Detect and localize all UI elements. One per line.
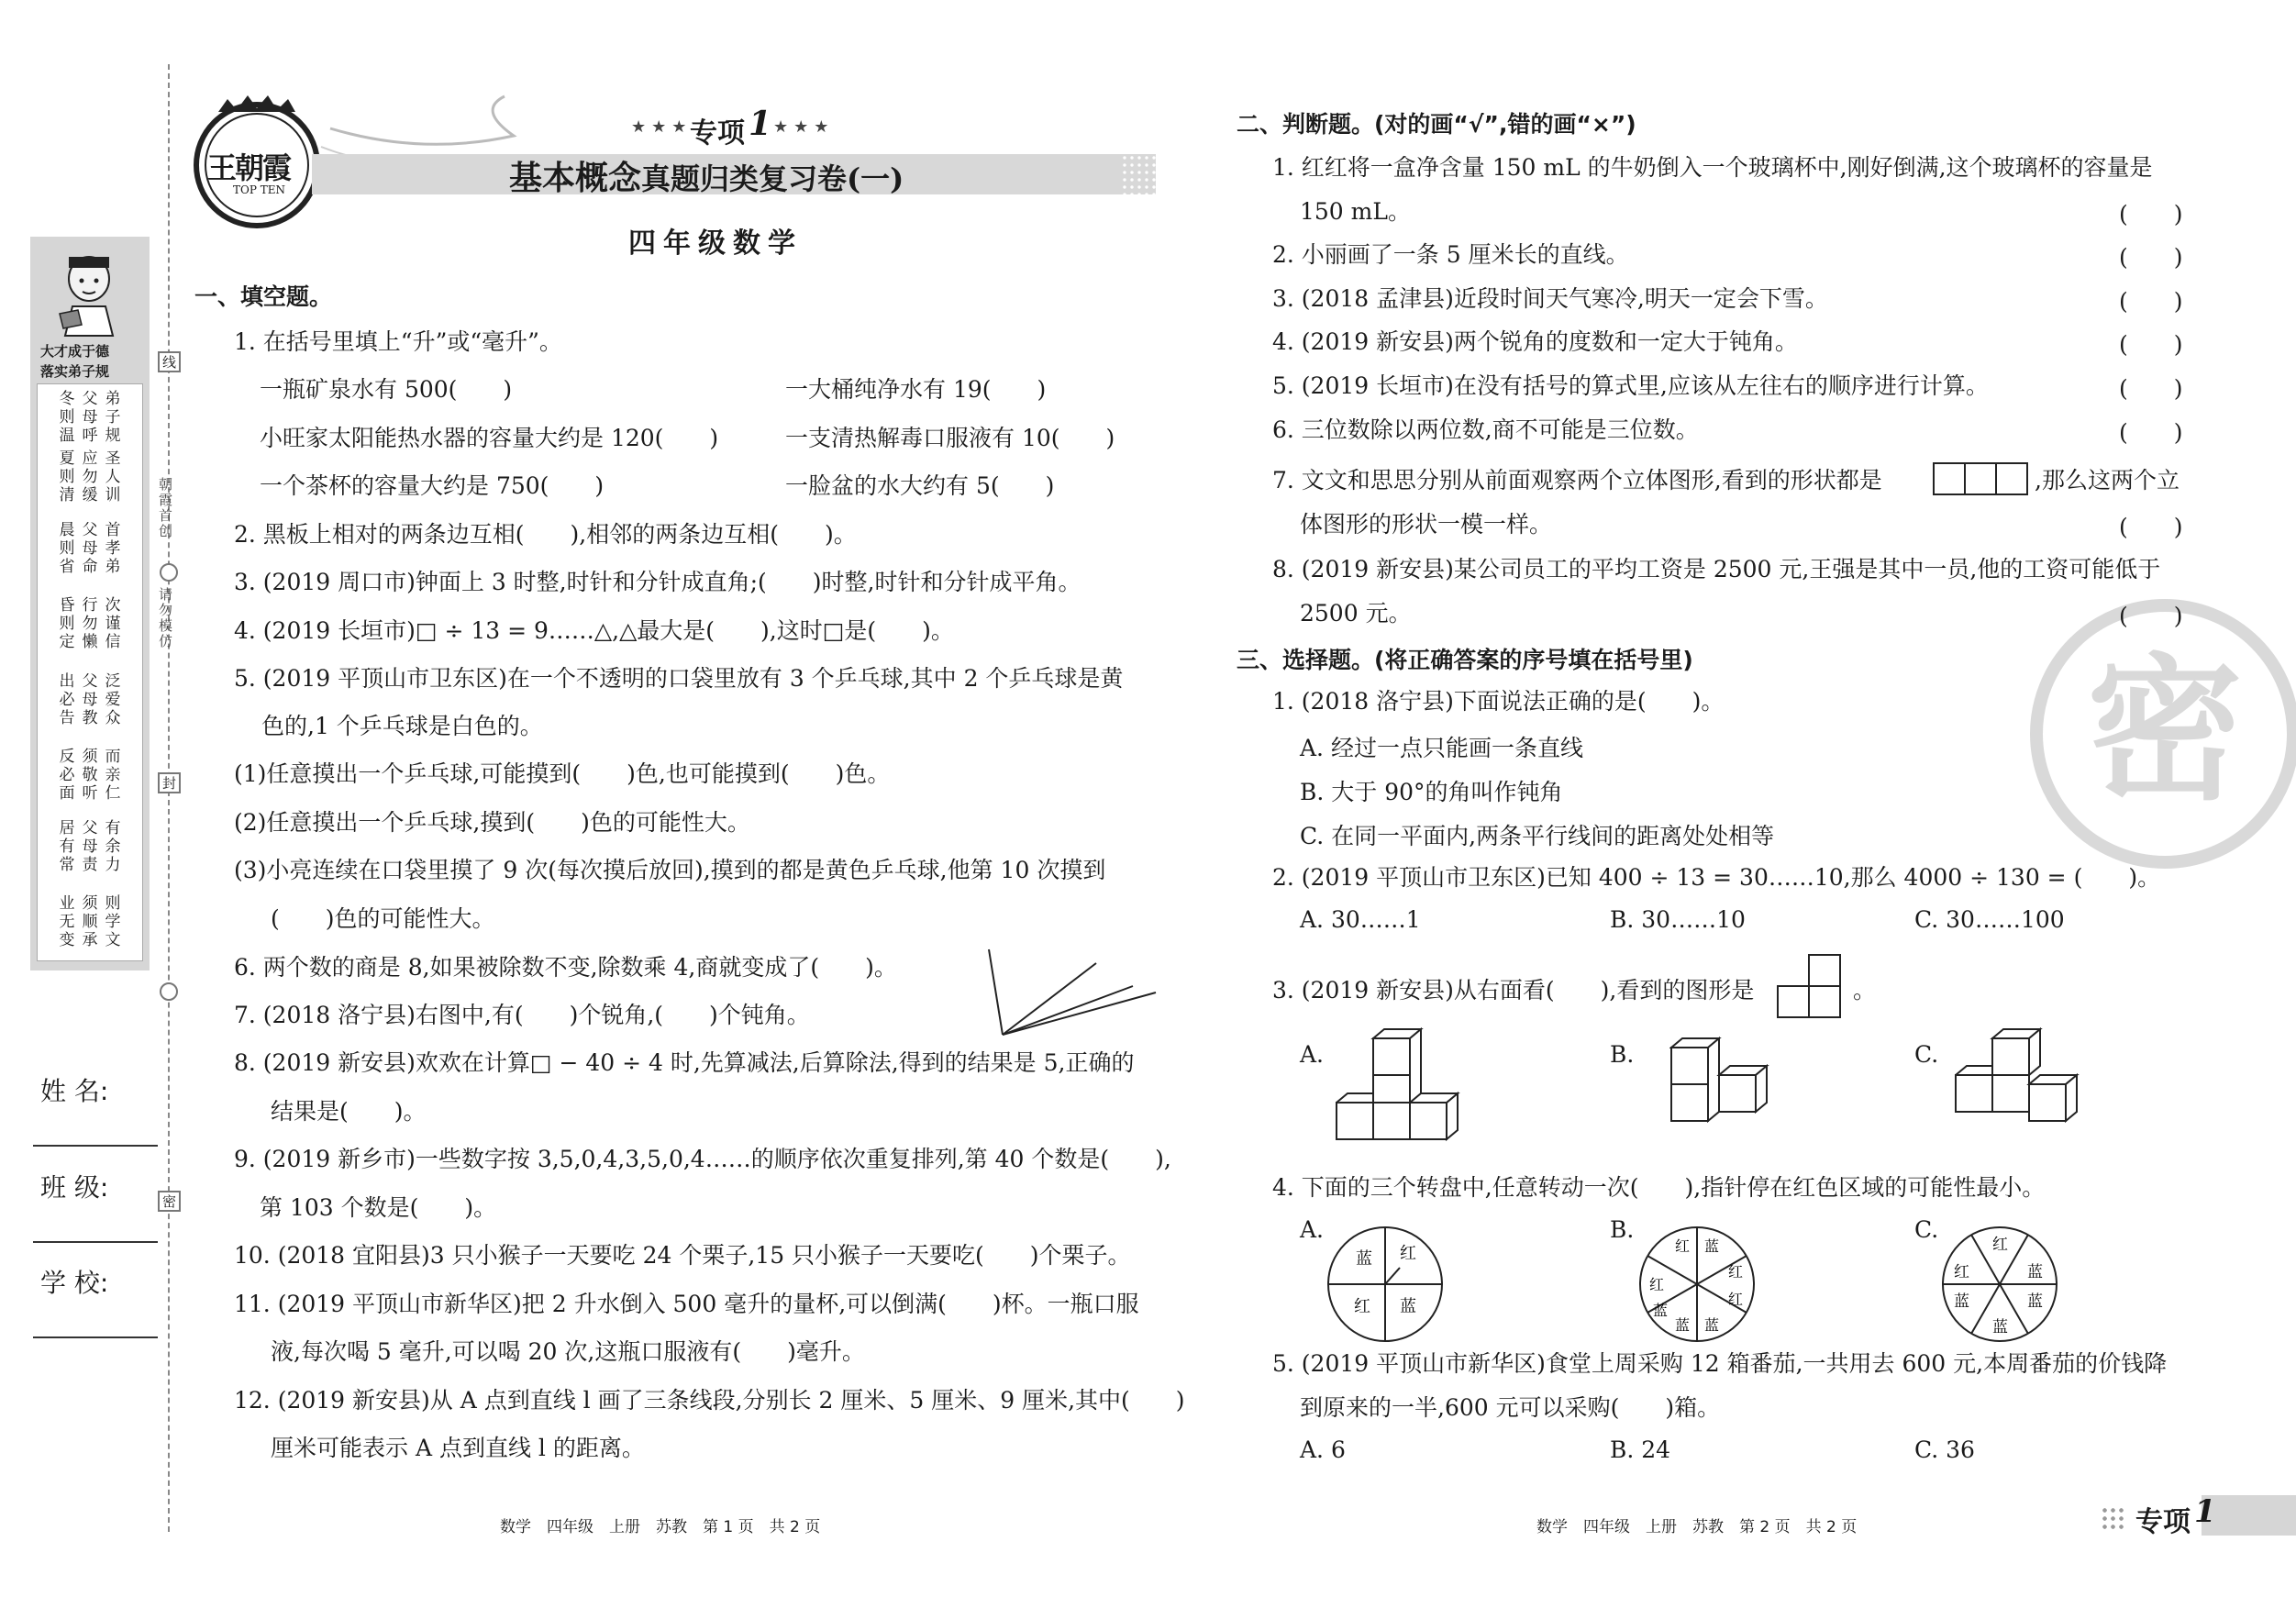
sector-label: 红: [1400, 1244, 1416, 1263]
binding-circle: [160, 563, 178, 582]
page-title: [509, 152, 904, 199]
sector-label: 红: [1728, 1263, 1744, 1281]
poem-col: 次谨信: [105, 596, 121, 651]
poem-col: 父母教: [82, 672, 98, 727]
j2-answer[interactable]: ( ): [2119, 244, 2183, 271]
motto-line-2: 落实弟子规: [40, 363, 110, 380]
q5-part2: (2)任意摸出一个乒乓球,摸到( )色的可能性大。: [234, 809, 750, 836]
q12-text-cont: 厘米可能表示 A 点到直线 l 的距离。: [271, 1435, 645, 1461]
j6-answer[interactable]: ( ): [2119, 419, 2183, 446]
c1-text: 1. (2018 洛宁县)下面说法正确的是( )。: [1272, 688, 1725, 715]
j7-text-cont: 体图形的形状一模一样。: [1300, 511, 1553, 538]
side-view-figure: [1776, 951, 1849, 1025]
binding-tab-secret: 密: [158, 1191, 181, 1212]
q1-item: 一支清热解毒口服液有 10( ): [785, 425, 1115, 451]
name-field[interactable]: [33, 1145, 158, 1147]
c5-text: 5. (2019 平顶山市新华区)食堂上周采购 12 箱番茄,一共用去 600 元,本周番茄的价钱降: [1272, 1350, 2168, 1377]
j1-text: 1. 红红将一盒净含量 150 mL 的牛奶倒入一个玻璃杯中,刚好倒满,这个玻璃杯的容量是: [1272, 154, 2153, 181]
sector-label: 蓝: [2027, 1263, 2043, 1281]
poem-col: 居有常: [59, 819, 75, 874]
c3-text: 3. (2019 新安县)从右面看( ),看到的图形是: [1272, 977, 1755, 1004]
sector-label: 蓝: [1653, 1302, 1669, 1319]
page-subtitle: 四年级数学: [628, 227, 803, 260]
brand-logo-sub: TOP TEN: [233, 183, 285, 196]
poem-col: 须敬听: [82, 748, 98, 803]
class-label: 班 级:: [40, 1172, 109, 1203]
poem-col: 行勿懒: [82, 596, 98, 651]
school-label: 学 校:: [40, 1268, 109, 1298]
class-field[interactable]: [33, 1241, 158, 1243]
q12-text: 12. (2019 新安县)从 A 点到直线 l 画了三条线段,分别长 2 厘米、5 厘米、9 厘米,其中( ): [234, 1387, 1185, 1414]
name-label: 姓 名:: [40, 1076, 109, 1106]
sector-label: 红: [1728, 1291, 1744, 1308]
poem-col: 弟子规: [105, 390, 121, 445]
poem-col: 应勿缓: [82, 449, 98, 505]
c2-text: 2. (2019 平顶山市卫东区)已知 400 ÷ 13 = 30……10,那么 4000 ÷ 130 = ( )。: [1272, 864, 2161, 891]
q3-text: 3. (2019 周口市)钟面上 3 时整,时针和分针成直角;( )时整,时针和分针成平角。: [234, 569, 1081, 595]
j1-text-cont: 150 mL。: [1300, 198, 1411, 225]
j7-text: 7. 文文和思思分别从前面观察两个立体图形,看到的形状都是: [1272, 467, 1882, 494]
section-judgement: 二、判断题。(对的画“√”,错的画“×”): [1237, 111, 1636, 138]
q5-part1: (1)任意摸出一个乒乓球,可能摸到( )色,也可能摸到( )色。: [234, 760, 891, 787]
j4-text: 4. (2019 新安县)两个锐角的度数和一定大于钝角。: [1272, 328, 1798, 355]
poem-col: 则学文: [105, 894, 121, 949]
q8-text: 8. (2019 新安县)欢欢在计算□ − 40 ÷ 4 时,先算减法,后算除法,得到的结果是 5,正确的: [234, 1049, 1135, 1076]
q9-text: 9. (2019 新乡市)一些数字按 3,5,0,4,3,5,0,4……的顺序依次重复排列,第 40 个数是( ),: [234, 1146, 1171, 1172]
title-band-dots: [1121, 154, 1158, 194]
c3-text-end: 。: [1853, 977, 1877, 1004]
sector-label: 红: [1649, 1276, 1665, 1293]
secret-stamp: [2027, 596, 2296, 871]
j1-answer[interactable]: ( ): [2119, 201, 2183, 227]
j8-text-cont: 2500 元。: [1300, 600, 1412, 627]
sector-label: 红: [1675, 1237, 1691, 1255]
q9-text-cont: 第 103 个数是( )。: [260, 1194, 497, 1221]
poem-col: 夏则清: [59, 449, 75, 505]
c2-option-b[interactable]: B. 30……10: [1610, 906, 1746, 933]
q5-part3-cont: ( )色的可能性大。: [271, 905, 495, 932]
vertical-note-2: 请勿模仿: [157, 587, 173, 649]
q2-text: 2. 黑板上相对的两条边互相( ),相邻的两条边互相( )。: [234, 521, 857, 548]
corner-tag-label: 专项: [2135, 1506, 2191, 1538]
scholar-icon: [41, 240, 138, 337]
j7-answer[interactable]: ( ): [2119, 514, 2183, 540]
poem-col: 晨则省: [59, 521, 75, 576]
c5-text-cont: 到原来的一半,600 元可以采购( )箱。: [1300, 1394, 1721, 1421]
corner-tag-dots: [2101, 1506, 2126, 1530]
poem-col: 须顺承: [82, 894, 98, 949]
series-stars-left: ★★★: [631, 117, 693, 137]
poem-col: 出必告: [59, 672, 75, 727]
series-stars-right: ★★★: [773, 117, 835, 137]
c3-label-b[interactable]: B.: [1610, 1041, 1635, 1068]
three-squares-figure: [1932, 460, 2031, 497]
q5-text: 5. (2019 平顶山市卫东区)在一个不透明的口袋里放有 3 个乒乓球,其中 2 个乒乓球是黄: [234, 665, 1124, 692]
poem-col: 首孝弟: [105, 521, 121, 576]
school-field[interactable]: [33, 1336, 158, 1338]
poem-col: 昏则定: [59, 596, 75, 651]
brand-logo-text: 王朝霞: [207, 150, 291, 185]
binding-tab-line: 线: [158, 351, 181, 372]
q7-text: 7. (2018 洛宁县)右图中,有( )个锐角,( )个钝角。: [234, 1002, 810, 1028]
j8-answer[interactable]: ( ): [2119, 603, 2183, 629]
q1-text: 1. 在括号里填上“升”或“毫升”。: [234, 328, 562, 355]
j6-text: 6. 三位数除以两位数,商不可能是三位数。: [1272, 416, 1699, 443]
footer-right: 数学 四年级 上册 苏教 第 2 页 共 2 页: [1536, 1518, 1858, 1536]
j3-text: 3. (2018 孟津县)近段时间天气寒冷,明天一定会下雪。: [1272, 285, 1828, 312]
poem-col: 父母命: [82, 521, 98, 576]
j7-text-2: ,那么这两个立: [2035, 467, 2180, 494]
q4-text: 4. (2019 长垣市)□ ÷ 13 = 9……△,△最大是( ),这时□是( )。: [234, 617, 954, 644]
motto-line-1: 大才成于德: [40, 343, 110, 360]
c2-option-a[interactable]: A. 30……1: [1300, 906, 1421, 933]
poem-col: 泛爱众: [105, 672, 121, 727]
stamp-text: 密: [2086, 638, 2244, 822]
q11-text: 11. (2019 平顶山市新华区)把 2 升水倒入 500 毫升的量杯,可以倒满( )杯。一瓶口服: [234, 1291, 1139, 1317]
spinner-b[interactable]: [1633, 1220, 1761, 1348]
sector-label: 蓝: [1992, 1318, 2008, 1336]
sector-label: 红: [1354, 1297, 1370, 1316]
c3-figure-c[interactable]: [1954, 1026, 2091, 1126]
angle-figure: [986, 945, 1170, 1038]
c1-option-a[interactable]: A. 经过一点只能画一条直线: [1300, 735, 1583, 761]
poem-col: 父母责: [82, 819, 98, 874]
title-bold: 基本概念: [509, 160, 642, 197]
poem-col: 而亲仁: [105, 748, 121, 803]
c2-option-c[interactable]: C. 30……100: [1914, 906, 2065, 933]
c4-label-c[interactable]: C.: [1914, 1216, 1939, 1243]
q1-item: 一瓶矿泉水有 500( ): [260, 376, 513, 403]
q1-item: 小旺家太阳能热水器的容量大约是 120( ): [260, 425, 719, 451]
poem-col: 业无变: [59, 894, 75, 949]
sector-label: 蓝: [2027, 1292, 2043, 1311]
c4-label-b[interactable]: B.: [1610, 1216, 1635, 1243]
spinner-c[interactable]: [1936, 1220, 2064, 1348]
q6-text: 6. 两个数的商是 8,如果被除数不变,除数乘 4,商就变成了( )。: [234, 954, 897, 981]
poem-col: 圣人训: [105, 449, 121, 505]
binding-tab-seal: 封: [158, 772, 181, 793]
c4-text: 4. 下面的三个转盘中,任意转动一次( ),指针停在红色区域的可能性最小。: [1272, 1174, 2046, 1201]
q1-item: 一大桶纯净水有 19( ): [785, 376, 1047, 403]
j3-answer[interactable]: ( ): [2119, 288, 2183, 315]
poem-col: 有余力: [105, 819, 121, 874]
sector-label: 蓝: [1675, 1316, 1691, 1334]
sector-label: 蓝: [1704, 1316, 1720, 1334]
sector-label: 蓝: [1954, 1292, 1969, 1311]
binding-circle: [160, 982, 178, 1001]
j5-answer[interactable]: ( ): [2119, 375, 2183, 402]
series-label: 专项: [690, 117, 745, 150]
sector-label: 蓝: [1356, 1249, 1372, 1269]
c3-figure-b[interactable]: [1669, 1035, 1780, 1136]
section-choice: 三、选择题。(将正确答案的序号填在括号里): [1237, 647, 1693, 673]
c1-option-b[interactable]: B. 大于 90°的角叫作钝角: [1300, 779, 1563, 805]
section-fill-blank: 一、填空题。: [194, 283, 333, 310]
q11-text-cont: 液,每次喝 5 毫升,可以喝 20 次,这瓶口服液有( )毫升。: [271, 1338, 865, 1365]
c3-label-a[interactable]: A.: [1300, 1041, 1325, 1068]
q1-item: 一脸盆的水大约有 5( ): [785, 472, 1055, 499]
corner-tag-number: 1: [2194, 1493, 2216, 1530]
q10-text: 10. (2018 宜阳县)3 只小猴子一天要吃 24 个栗子,15 只小猴子一天要吃( )个栗子。: [234, 1242, 1131, 1269]
footer-left: 数学 四年级 上册 苏教 第 1 页 共 2 页: [500, 1518, 821, 1536]
q8-text-cont: 结果是( )。: [271, 1098, 427, 1125]
c3-figure-a[interactable]: [1335, 1026, 1472, 1145]
j4-answer[interactable]: ( ): [2119, 331, 2183, 358]
c5-option-b[interactable]: B. 24: [1610, 1436, 1671, 1463]
series-number: 1: [749, 105, 772, 143]
j2-text: 2. 小丽画了一条 5 厘米长的直线。: [1272, 241, 1629, 268]
sector-label: 红: [1954, 1263, 1969, 1281]
c1-option-c[interactable]: C. 在同一平面内,两条平行线间的距离处处相等: [1300, 823, 1775, 849]
binding-dashed-line: [168, 64, 170, 1532]
sector-label: 蓝: [1400, 1297, 1416, 1316]
title-rest: 真题归类复习卷(一): [641, 161, 904, 196]
q1-item: 一个茶杯的容量大约是 750( ): [260, 472, 605, 499]
poem-col: 反必面: [59, 748, 75, 803]
spinner-a[interactable]: [1321, 1220, 1449, 1348]
c5-option-c[interactable]: C. 36: [1914, 1436, 1975, 1463]
sector-label: 蓝: [1704, 1237, 1720, 1255]
c4-label-a[interactable]: A.: [1300, 1216, 1325, 1243]
j8-text: 8. (2019 新安县)某公司员工的平均工资是 2500 元,王强是其中一员,他的工资可能低于: [1272, 556, 2161, 582]
poem-col: 父母呼: [82, 390, 98, 445]
q5-part3: (3)小亮连续在口袋里摸了 9 次(每次摸后放回),摸到的都是黄色乒乓球,他第 10 次摸到: [234, 857, 1106, 883]
sector-label: 红: [1992, 1236, 2008, 1254]
vertical-note-1: 朝霞首创: [157, 477, 173, 539]
c5-option-a[interactable]: A. 6: [1300, 1436, 1346, 1463]
q5-text-cont: 色的,1 个乒乓球是白色的。: [261, 713, 543, 739]
j5-text: 5. (2019 长垣市)在没有括号的算式里,应该从左往右的顺序进行计算。: [1272, 372, 1989, 399]
c3-label-c[interactable]: C.: [1914, 1041, 1939, 1068]
poem-col: 冬则温: [59, 390, 75, 445]
